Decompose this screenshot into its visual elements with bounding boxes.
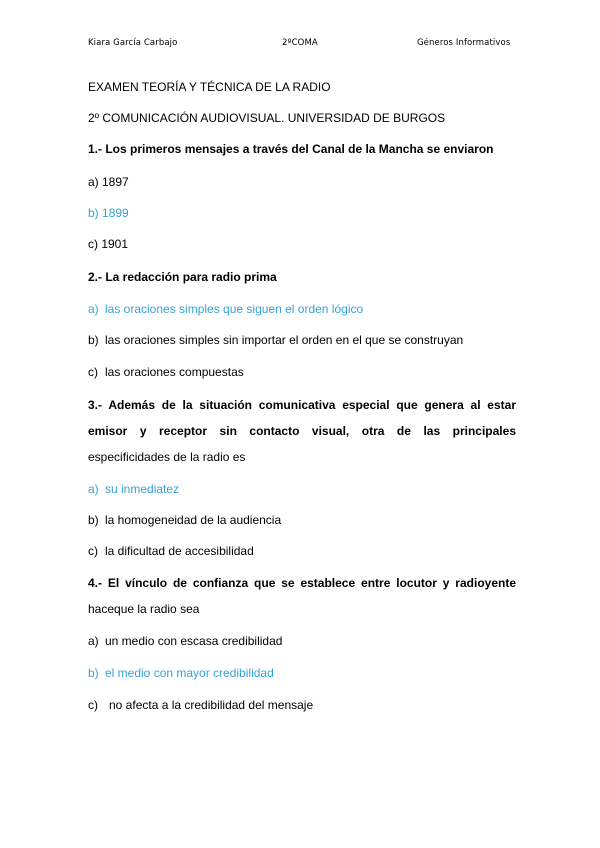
question-4-option-c bbox=[88, 692, 516, 718]
question-3-text-line-2: emisor y receptor sin contacto visual, otra de las principales bbox=[88, 424, 516, 438]
question-2-option-b bbox=[88, 327, 516, 353]
question-3-text-line-3: especificidades de la radio es bbox=[88, 450, 246, 464]
option-letter: a) bbox=[88, 634, 99, 648]
option-label: no afecta a la credibilidad del mensaje bbox=[109, 698, 314, 712]
option-letter: b) bbox=[88, 513, 99, 527]
question-3-option-b bbox=[88, 507, 516, 533]
question-4-text-line-1: 4.- El vínculo de confianza que se establece entre locutor y radioyente bbox=[88, 576, 516, 590]
option-label: las oraciones compuestas bbox=[105, 365, 244, 379]
option-label: las oraciones simples que siguen el orden lógico bbox=[105, 302, 364, 316]
option-label: el medio con mayor credibilidad bbox=[105, 666, 274, 680]
question-2-option-c bbox=[88, 359, 516, 385]
question-3-text-line-1: 3.- Además de la situación comunicativa especial que genera al estar bbox=[88, 398, 516, 412]
option-label: un medio con escasa credibilidad bbox=[105, 634, 283, 648]
option-letter: c) bbox=[88, 698, 98, 712]
question-4-text-line-2: haceque la radio sea bbox=[88, 602, 200, 616]
option-letter: c) bbox=[88, 365, 98, 379]
question-1-option-b: b) 1899 bbox=[88, 206, 129, 220]
question-4-option-b bbox=[88, 660, 516, 686]
option-letter: a) bbox=[88, 302, 99, 316]
question-3-option-c bbox=[88, 538, 516, 564]
question-3-option-a bbox=[88, 476, 516, 502]
header-course: 2ºCOMA bbox=[282, 38, 318, 48]
question-1-option-c: c) 1901 bbox=[88, 237, 129, 251]
header-subject: Géneros Informativos bbox=[417, 38, 511, 48]
option-label: su inmediatez bbox=[105, 482, 180, 496]
option-label: las oraciones simples sin importar el orden en el que se construyan bbox=[105, 333, 464, 347]
exam-title: EXAMEN TEORÍA Y TÉCNICA DE LA RADIO bbox=[88, 80, 331, 94]
question-1-option-a: a) 1897 bbox=[88, 175, 129, 189]
exam-subtitle: 2º COMUNICACIÓN AUDIOVISUAL. UNIVERSIDAD DE BURGOS bbox=[88, 111, 446, 125]
option-label: la homogeneidad de la audiencia bbox=[105, 513, 282, 527]
option-label: la dificultad de accesibilidad bbox=[105, 544, 254, 558]
option-letter: c) bbox=[88, 544, 98, 558]
header-author: Kiara García Carbajo bbox=[88, 38, 178, 48]
option-letter: b) bbox=[88, 666, 99, 680]
question-2-option-a bbox=[88, 296, 516, 322]
question-1-text: 1.- Los primeros mensajes a través del Canal de la Mancha se enviaron bbox=[88, 142, 494, 156]
question-4-option-a bbox=[88, 628, 516, 654]
option-letter: b) bbox=[88, 333, 99, 347]
option-letter: a) bbox=[88, 482, 99, 496]
question-2-text: 2.- La redacción para radio prima bbox=[88, 270, 277, 284]
